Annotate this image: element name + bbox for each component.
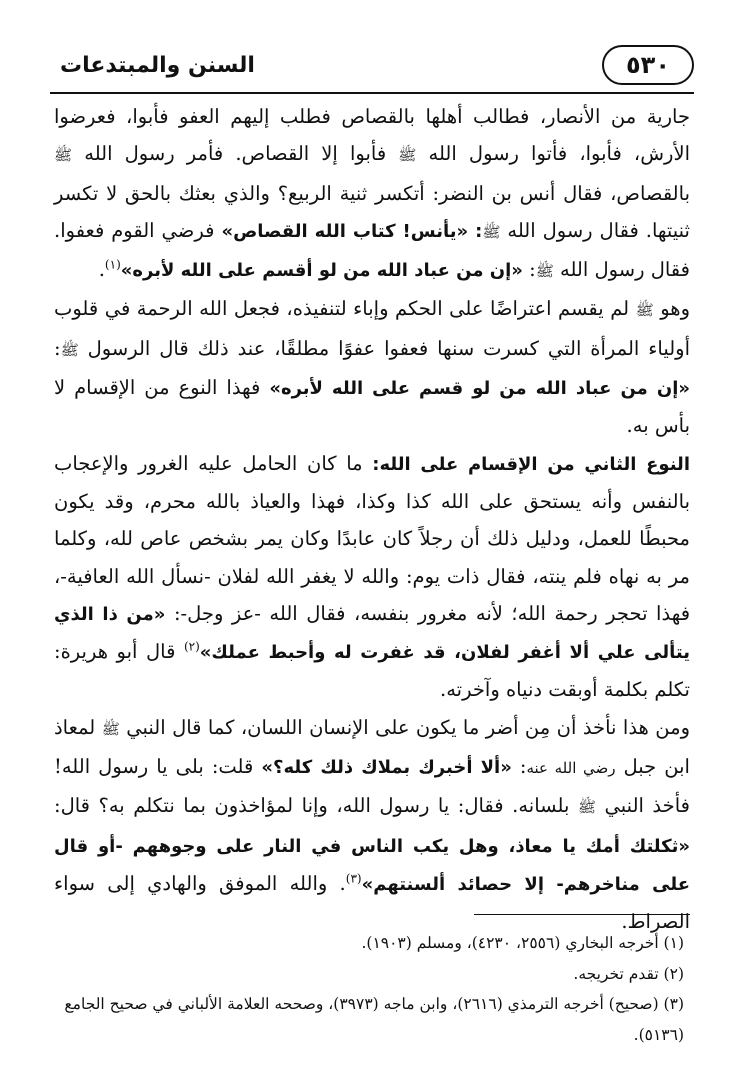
emphasis-text: : «يأنس! كتاب الله القصاص» [214, 220, 483, 242]
body-text: ما كان الحامل عليه الغرور والإعجاب بالنفس وأنه يستحق على الله كذا وكذا، فهذا والعياذ بالله محرم، وقد يكون محبطًا للعمل، ودليل ذلك أن رجلاً كان عابدًا وكان يمر بشخص عاص لله، وكلما مر به نهاه فلم ينته، فقال ذات يوم: والله لا يغفر الله لفلان -نسأل الله العافية-، فهذا تحجر رحمة الله؛ لأنه مغرور بنفسه، فقال الله -عز وجل-: [54, 451, 691, 625]
body-text: قال أبو هريرة: تكلم بكلمة أوبقت دنياه وآخرته. [54, 640, 690, 702]
body-text: : [511, 755, 527, 779]
body-text: فرضي القوم فعفوا. فقال رسول الله [54, 218, 690, 282]
honorific-symbol: ﷺ [54, 146, 73, 165]
emphasis-text: «ثكلتك أمك يا معاذ، وهل يكب الناس في النار على وجوههم -أو قال على مناخرهم- إلا حصائد ألسنتهم» [54, 835, 690, 895]
honorific-symbol: ﷺ [398, 146, 417, 165]
body-text: : [54, 336, 61, 360]
running-title: السنن والمبتدعات [60, 52, 255, 78]
honorific-symbol: ﷺ [60, 340, 79, 359]
honorific-symbol: ﷺ [577, 798, 597, 817]
footnote-marker: (٣) [345, 871, 362, 886]
footnotes [54, 928, 684, 1050]
emphasis-text: «ألا أخبرك بملاك ذلك كله؟» [261, 757, 512, 779]
header-rule [50, 92, 694, 94]
main-text [54, 98, 690, 941]
body-text: جارية من الأنصار، فطالب أهلها بالقصاص فطلب إليهم العفو فأبوا، فعرضوا الأرش، فأبوا، فأتوا رسول الله [54, 105, 690, 166]
paragraph [54, 290, 690, 444]
emphasis-text: «إن من عباد الله من لو قسم على الله لأبره» [269, 378, 691, 400]
body-text: لمعاذ ابن جبل [54, 715, 690, 779]
paragraph [54, 445, 690, 709]
page-number: ٥٣٠ [602, 45, 694, 85]
body-text: فأبوا إلا القصاص. فأمر رسول الله [72, 142, 399, 166]
honorific-symbol: ﷺ [482, 222, 501, 241]
body-text: قلت: بلى يا رسول الله! فأخذ النبي [54, 755, 690, 818]
paragraph [54, 709, 690, 941]
body-text: : [522, 258, 536, 282]
body-text: وهو [653, 297, 690, 321]
body-text: بالقصاص، فقال أنس بن النضر: أتكسر ثنية الربيع؟ والذي بعثك بالحق لا تكسر ثنيتها. فقال رسول الله [54, 181, 690, 242]
emphasis-text: «إن من عباد الله من لو أقسم على الله لأبره» [120, 260, 523, 282]
emphasis-text: «من ذا الذي يتألى علي ألا أغفر لفلان، قد غفرت له وأحبط عملك» [54, 603, 690, 664]
footnote: (١) أخرجه البخاري (٢٥٥٦، ٤٢٣٠)، ومسلم (١٩٠٣). [361, 934, 684, 952]
honorific-symbol: ﷺ [635, 301, 654, 320]
footnote-separator [474, 914, 690, 915]
page-header [50, 42, 694, 88]
body-text: ومن هذا نأخذ أن مِن أضر ما يكون على الإنسان اللسان، كما قال النبي [119, 715, 690, 739]
body-text: . [98, 258, 105, 282]
footnote: (٣) (صحيح) أخرجه الترمذي (٢٦١٦)، وابن ماجه (٣٩٧٣)، وصححه العلامة الألباني في صحيح الجامع (٥١٣٦). [64, 995, 684, 1044]
body-text: لم يقسم اعتراضًا على الحكم وإباء لتنفيذه، فجعل الله الرحمة في قلوب أولياء المرأة التي كسرت سنها فعفوا عفوًا مطلقًا، عند ذلك قال الرسول [54, 297, 690, 360]
body-text: فهذا النوع من الإقسام لا بأس به. [54, 376, 690, 438]
honorific-symbol: ﷺ [535, 262, 554, 281]
body-text: بلسانه. فقال: يا رسول الله، وإنا لمؤاخذون بما نتكلم به؟ قال: [54, 794, 578, 818]
emphasis-text: النوع الثاني من الإقسام على الله: [372, 453, 690, 475]
honorific-symbol: ﷺ [101, 719, 120, 738]
footnote: (٢) تقدم تخريجه. [573, 964, 684, 983]
honorific-symbol: رضي الله عنه [526, 759, 616, 778]
paragraph [54, 98, 690, 290]
body-text: . والله الموفق والهادي إلى سواء الصراط. [54, 871, 690, 934]
footnote-marker: (٢) [183, 639, 200, 654]
footnote-marker: (١) [104, 257, 121, 272]
